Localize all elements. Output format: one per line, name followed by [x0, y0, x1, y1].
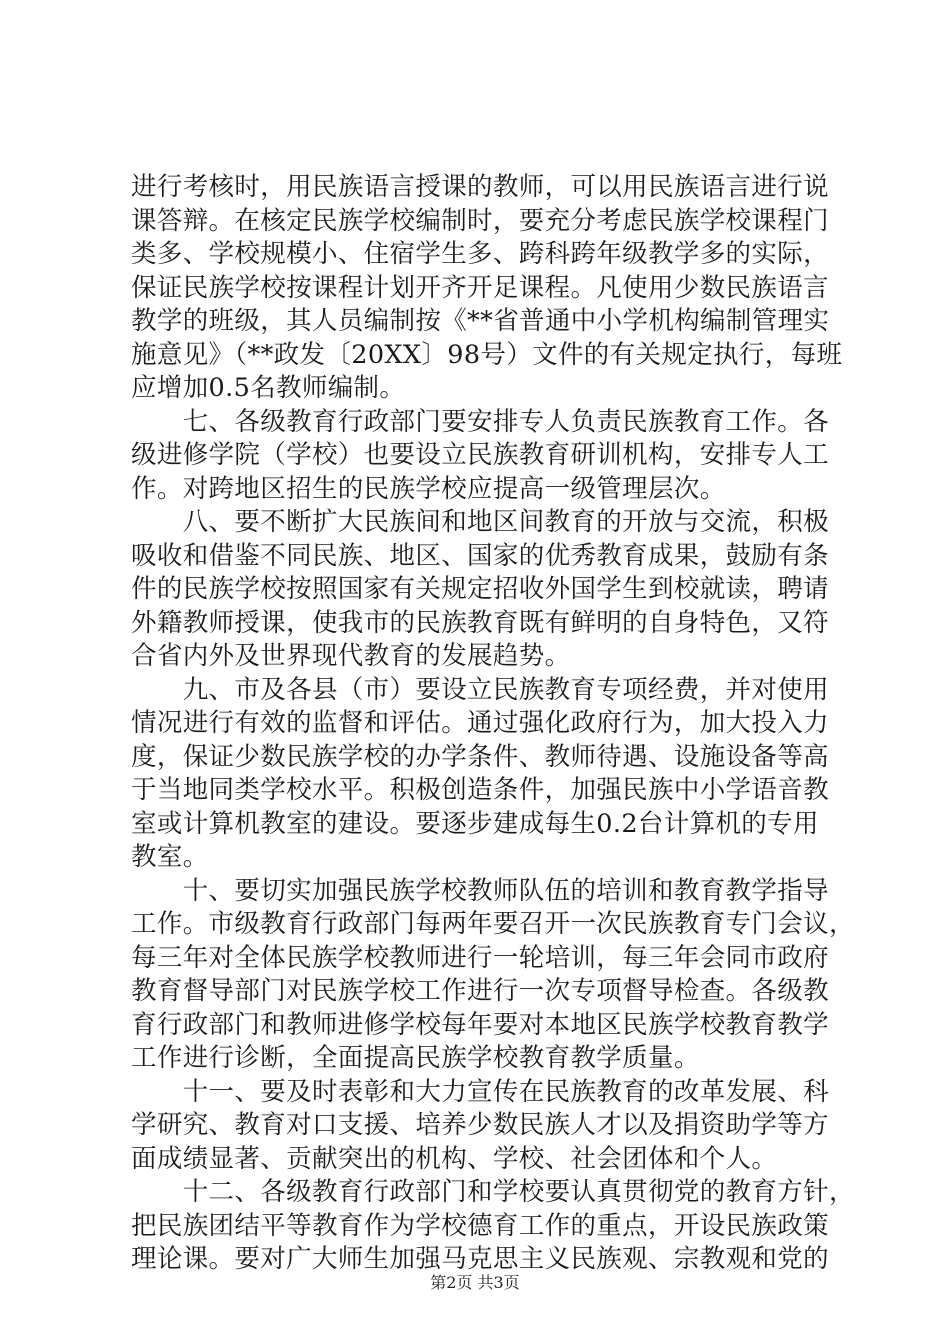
text-line: 课答辩。在核定民族学校编制时，要充分考虑民族学校课程门 — [131, 205, 829, 236]
page-footer: 第2页 共3页 — [430, 1273, 520, 1292]
text-line: 九、市及各县（市）要设立民族教育专项经费，并对使用 — [131, 674, 829, 705]
text-line: 情况进行有效的监督和评估。通过强化政府行为，加大投入力 — [131, 708, 829, 738]
text-line: 理论课。要对广大师生加强马克思主义民族观、宗教观和党的 — [131, 1244, 829, 1274]
text-line: 教育督导部门对民族学校工作进行一次专项督导检查。各级教 — [131, 976, 829, 1006]
text-line: 面成绩显著、贡献突出的机构、学校、社会团体和个人。 — [131, 1143, 778, 1174]
text-line: 进行考核时，用民族语言授课的教师，可以用民族语言进行说 — [131, 172, 829, 202]
document-body — [131, 171, 855, 1277]
text-line: 八、要不断扩大民族间和地区间教育的开放与交流，积极 — [131, 507, 829, 537]
text-line: 件的民族学校按照国家有关规定招收外国学生到校就读，聘请 — [131, 574, 829, 604]
text-line: 十一、要及时表彰和大力宣传在民族教育的改革发展、科 — [131, 1076, 829, 1107]
text-line: 教室。 — [131, 842, 209, 872]
text-line: 室或计算机教室的建设。要逐步建成每生0.2台计算机的专用 — [131, 808, 819, 839]
text-line: 吸收和借鉴不同民族、地区、国家的优秀教育成果，鼓励有条 — [131, 540, 829, 571]
text-line: 工作进行诊断，全面提高民族学校教育教学质量。 — [131, 1043, 700, 1073]
text-line: 教学的班级，其人员编制按《**省普通中小学机构编制管理实 — [131, 306, 830, 336]
text-line: 七、各级教育行政部门要安排专人负责民族教育工作。各 — [131, 406, 829, 437]
text-line: 于当地同类学校水平。积极创造条件，加强民族中小学语音教 — [131, 775, 829, 805]
text-line: 把民族团结平等教育作为学校德育工作的重点，开设民族政策 — [131, 1210, 829, 1241]
text-line: 十、要切实加强民族学校教师队伍的培训和教育教学指导 — [131, 875, 829, 906]
text-line: 合省内外及世界现代教育的发展趋势。 — [131, 641, 571, 671]
text-line: 保证民族学校按课程计划开齐开足课程。凡使用少数民族语言 — [131, 272, 829, 303]
text-line: 作。对跨地区招生的民族学校应提高一级管理层次。 — [131, 473, 726, 504]
text-line: 级进修学院（学校）也要设立民族教育研训机构，安排专人工 — [131, 440, 829, 470]
text-line: 外籍教师授课，使我市的民族教育既有鲜明的自身特色，又符 — [131, 607, 829, 638]
text-line: 学研究、教育对口支援、培养少数民族人才以及捐资助学等方 — [131, 1110, 829, 1140]
text-line: 度，保证少数民族学校的办学条件、教师待遇、设施设备等高 — [131, 741, 829, 772]
text-line: 工作。市级教育行政部门每两年要召开一次民族教育专门会议， — [131, 909, 855, 939]
text-line: 应增加0.5名教师编制。 — [131, 373, 406, 403]
text-line: 十二、各级教育行政部门和学校要认真贯彻党的教育方针， — [131, 1177, 855, 1207]
text-line: 施意见》（**政发〔20XX〕98号）文件的有关规定执行，每班 — [131, 339, 843, 370]
text-line: 育行政部门和教师进修学校每年要对本地区民族学校教育教学 — [131, 1009, 829, 1040]
text-line: 类多、学校规模小、住宿学生多、跨科跨年级教学多的实际， — [131, 239, 829, 269]
text-line: 每三年对全体民族学校教师进行一轮培训，每三年会同市政府 — [131, 942, 829, 973]
